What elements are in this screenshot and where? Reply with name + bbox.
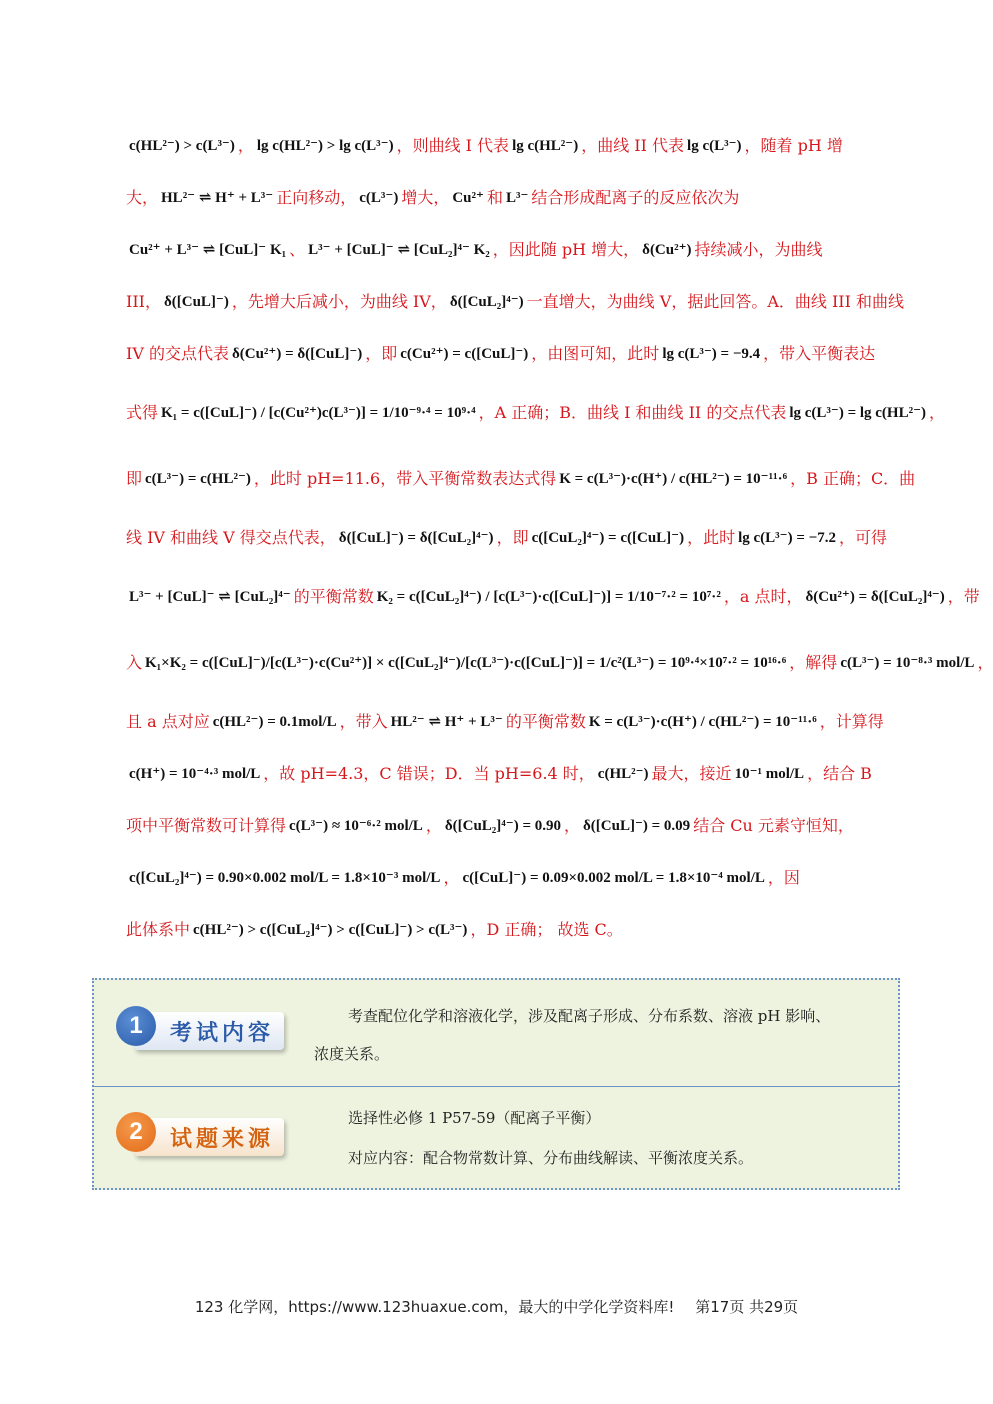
footer-page-number: 第17页 共29页 xyxy=(695,1298,799,1316)
formula: δ(Cu²⁺) = δ([CuL]⁻) xyxy=(231,346,363,362)
explanation-text: ，故 pH=4.3，C 错误；D．当 pH=6.4 时， xyxy=(263,764,595,783)
solution-line xyxy=(126,380,946,446)
formula: c(L³⁻) ≈ 10⁻⁶·² mol/L xyxy=(289,818,423,834)
solution-line xyxy=(126,696,898,748)
explanation-text: ， xyxy=(237,136,254,155)
formula: K = c(L³⁻)·c(H⁺) / c(HL²⁻) = 10⁻¹¹·⁶ xyxy=(559,471,788,487)
explanation-text: ，由图可知，此时 xyxy=(531,344,660,363)
exam-content-badge xyxy=(112,1002,282,1058)
explanation-text: ，因此随 pH 增大， xyxy=(492,240,640,259)
formula: HL²⁻ ⇌ H⁺ + L³⁻ xyxy=(390,714,503,730)
explanation-text: ，计算得 xyxy=(819,712,884,731)
explanation-text: 的平衡常数 xyxy=(293,587,374,606)
badge-number: 1 xyxy=(116,1006,156,1046)
formula: HL²⁻ ⇌ H⁺ + L³⁻ xyxy=(161,190,274,206)
formula: Cu²⁺ + L³⁻ ⇌ [CuL]⁻ K₁ xyxy=(129,242,287,258)
solution-line xyxy=(126,172,898,224)
explanation-text: ， xyxy=(425,816,442,835)
formula: K₂ = c([CuL₂]⁴⁻) / [c(L³⁻)·c([CuL]⁻)] = 1/10⁻⁷·² = 10⁷·² xyxy=(376,589,721,605)
formula: δ([CuL]⁻) = 0.09 xyxy=(583,818,691,834)
formula: L³⁻ + [CuL]⁻ ⇌ [CuL₂]⁴⁻ xyxy=(129,589,291,605)
explanation-text: ，带 xyxy=(947,587,980,606)
explanation-text: ，可得 xyxy=(838,528,887,547)
explanation-text: 大， xyxy=(126,188,159,207)
formula: c(H⁺) = 10⁻⁴·³ mol/L xyxy=(129,766,261,782)
explanation-text: 结合形成配离子的反应依次为 xyxy=(531,188,740,207)
explanation-text: ，带入平衡表达 xyxy=(763,344,876,363)
explanation-text: III， xyxy=(126,292,161,311)
explanation-text: ，解得 xyxy=(789,653,838,672)
explanation-text: 增大， xyxy=(401,188,450,207)
explanation-text: ，结合 B xyxy=(807,764,872,783)
question-source-line1: 选择性必修 1 P57-59（配离子平衡） xyxy=(348,1109,601,1127)
formula: c([CuL₂]⁴⁻) = c([CuL]⁻) xyxy=(531,530,685,546)
explanation-text: ，B 正确；C．曲 xyxy=(790,469,916,488)
formula: K = c(L³⁻)·c(H⁺) / c(HL²⁻) = 10⁻¹¹·⁶ xyxy=(588,714,817,730)
formula: δ([CuL]⁻) = δ([CuL₂]⁴⁻) xyxy=(338,530,494,546)
formula: Cu²⁺ xyxy=(452,190,484,206)
solution-line xyxy=(126,512,898,564)
formula: lg c(L³⁻) = −9.4 xyxy=(662,346,761,362)
formula: lg c(L³⁻) xyxy=(687,138,742,154)
explanation-text: 、 xyxy=(289,240,306,259)
formula: δ([CuL₂]⁴⁻) xyxy=(449,294,524,310)
explanation-text: ，曲线 II 代表 xyxy=(581,136,685,155)
formula: c(HL²⁻) > c([CuL₂]⁴⁻) > c([CuL]⁻) > c(L³⁻) xyxy=(193,922,468,938)
solution-line xyxy=(126,904,898,956)
explanation-text: 此体系中 xyxy=(126,920,191,939)
formula: lg c(L³⁻) = −7.2 xyxy=(738,530,836,546)
explanation-text: ，先增大后减小，为曲线 IV， xyxy=(231,292,447,311)
explanation-text: ，D 正确； 故选 C。 xyxy=(470,920,623,939)
solution-line xyxy=(126,328,898,380)
badge-title: 试题来源 xyxy=(134,1118,284,1156)
solution-line xyxy=(126,224,898,276)
explanation-text: ，带入 xyxy=(339,712,388,731)
formula: lg c(HL²⁻) > lg c(L³⁻) xyxy=(256,138,394,154)
explanation-text: 和 xyxy=(486,188,503,207)
formula: c(L³⁻) = 10⁻⁸·³ mol/L xyxy=(840,655,975,671)
exam-content-line2: 浓度关系。 xyxy=(314,1045,390,1063)
solution-line xyxy=(126,800,898,852)
formula: δ([CuL₂]⁴⁻) = 0.90 xyxy=(444,818,561,834)
explanation-text: ，即 xyxy=(365,344,398,363)
page-footer xyxy=(0,1296,993,1317)
info-box xyxy=(92,978,900,1190)
explanation-text: 持续减小，为曲线 xyxy=(694,240,823,259)
badge-number: 2 xyxy=(116,1112,156,1152)
explanation-text: ， xyxy=(443,868,460,887)
formula: c(HL²⁻) > c(L³⁻) xyxy=(129,138,235,154)
footer-site: 123 化学网，https://www.123huaxue.com，最大的中学化学资料库! xyxy=(194,1298,675,1316)
solution-line xyxy=(126,630,993,696)
exam-content-text xyxy=(348,998,898,1034)
explanation-text: 项中平衡常数可计算得 xyxy=(126,816,287,835)
formula: 10⁻¹ mol/L xyxy=(734,766,805,782)
formula: c(L³⁻) xyxy=(359,190,399,206)
solution-text xyxy=(126,120,993,956)
formula: K₁ = c([CuL]⁻) / [c(Cu²⁺)c(L³⁻)] = 1/10⁻⁹·⁴ = 10⁹·⁴ xyxy=(161,405,476,421)
exam-content-line1: 考查配位化学和溶液化学，涉及配离子形成、分布系数、溶液 pH 影响、 xyxy=(348,1007,831,1025)
formula: c([CuL]⁻) = 0.09×0.002 mol/L = 1.8×10⁻⁴ mol/L xyxy=(462,870,765,886)
explanation-text: 正向移动， xyxy=(276,188,357,207)
formula: K₁×K₂ = c([CuL]⁻)/[c(L³⁻)·c(Cu²⁺)] × c([CuL₂]⁴⁻)/[c(L³⁻)·c([CuL]⁻)] = 1/c²(L³⁻) = 10⁹·⁴×10⁷·² = 10¹⁶·⁶ xyxy=(145,655,787,671)
solution-line xyxy=(126,120,898,172)
formula: c(Cu²⁺) = c([CuL]⁻) xyxy=(400,346,529,362)
formula: L³⁻ xyxy=(505,190,529,206)
explanation-text: ， xyxy=(564,816,581,835)
explanation-text: 结合 Cu 元素守恒知， xyxy=(693,816,854,835)
formula: δ(Cu²⁺) = δ([CuL₂]⁴⁻) xyxy=(805,589,945,605)
solution-line xyxy=(126,564,980,630)
formula: δ([CuL]⁻) xyxy=(163,294,229,310)
formula: c(HL²⁻) xyxy=(597,766,649,782)
solution-line xyxy=(126,748,898,800)
formula: c([CuL₂]⁴⁻) = 0.90×0.002 mol/L = 1.8×10⁻³ mol/L xyxy=(129,870,441,886)
formula: δ(Cu²⁺) xyxy=(642,242,692,258)
explanation-text: ，因 xyxy=(767,868,800,887)
explanation-text: 一直增大，为曲线 V，据此回答。A．曲线 III 和曲线 xyxy=(526,292,905,311)
formula: lg c(HL²⁻) xyxy=(512,138,579,154)
explanation-text: 即 xyxy=(126,469,143,488)
explanation-text: ，此时 xyxy=(687,528,736,547)
explanation-text: ，即 xyxy=(496,528,529,547)
formula: c(L³⁻) = c(HL²⁻) xyxy=(145,471,251,487)
explanation-text: 且 a 点对应 xyxy=(126,712,210,731)
solution-line xyxy=(126,852,898,904)
explanation-text: 式得 xyxy=(126,403,159,422)
explanation-text: 最大，接近 xyxy=(651,764,732,783)
explanation-text: ，随着 pH 增 xyxy=(744,136,843,155)
explanation-text: ， xyxy=(977,653,993,672)
formula: lg c(L³⁻) = lg c(HL²⁻) xyxy=(789,405,927,421)
explanation-text: 入 xyxy=(126,653,143,672)
explanation-text: ，A 正确；B．曲线 I 和曲线 II 的交点代表 xyxy=(478,403,787,422)
explanation-text: ，a 点时， xyxy=(723,587,803,606)
formula: c(HL²⁻) = 0.1mol/L xyxy=(212,714,337,730)
explanation-text: 的平衡常数 xyxy=(505,712,586,731)
explanation-text: 线 IV 和曲线 V 得交点代表， xyxy=(126,528,336,547)
badge-title: 考试内容 xyxy=(134,1012,284,1050)
explanation-text: ，则曲线 I 代表 xyxy=(396,136,510,155)
formula: L³⁻ + [CuL]⁻ ⇌ [CuL₂]⁴⁻ K₂ xyxy=(308,242,490,258)
question-source-badge xyxy=(112,1108,282,1164)
box-divider xyxy=(94,1086,898,1087)
explanation-text: ，此时 pH=11.6，带入平衡常数表达式得 xyxy=(253,469,557,488)
solution-line xyxy=(126,446,916,512)
explanation-text: IV 的交点代表 xyxy=(126,344,229,363)
question-source-line2: 对应内容：配合物常数计算、分布曲线解读、平衡浓度关系。 xyxy=(348,1149,754,1167)
explanation-text: ， xyxy=(929,403,946,422)
solution-line xyxy=(126,276,905,328)
